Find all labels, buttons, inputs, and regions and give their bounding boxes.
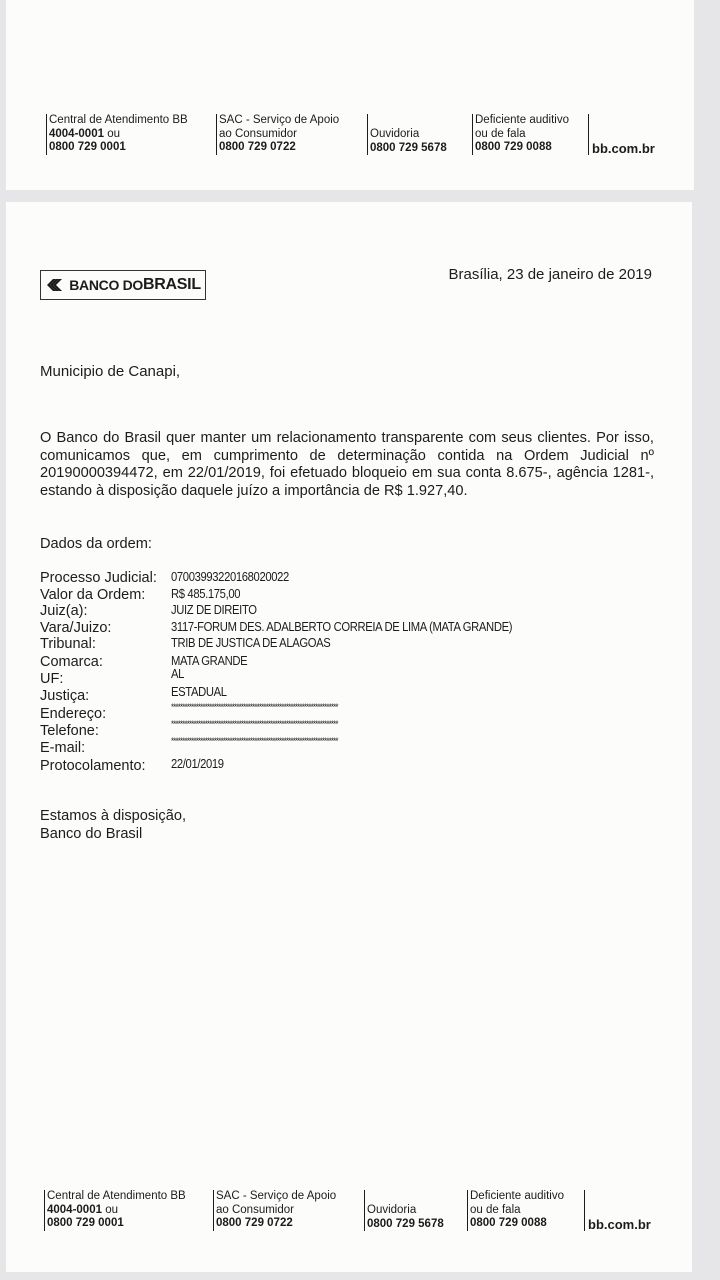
closing-line-1: Estamos à disposição,	[40, 808, 187, 824]
detail-label: E-mail:	[40, 740, 86, 756]
detail-label: Vara/Juizo:	[40, 620, 112, 636]
footer-sac	[216, 114, 339, 155]
footer-central-phone1: 4004-0001	[47, 1203, 102, 1216]
letter-closing	[40, 808, 186, 843]
footer-ouvidoria-label: Ouvidoria	[370, 128, 420, 140]
detail-label: UF:	[40, 671, 64, 687]
detail-label: Valor da Ordem:	[40, 587, 146, 603]
detail-processo	[40, 570, 640, 587]
detail-uf	[40, 667, 640, 688]
detail-telefone	[40, 719, 640, 740]
detail-value: TRIB DE JUSTICA DE ALAGOAS	[171, 636, 331, 650]
detail-label: Processo Judicial:	[40, 570, 157, 586]
footer-sac	[213, 1190, 336, 1231]
logo-text-big: BRASIL	[143, 276, 201, 293]
detail-protocolamento	[40, 758, 640, 775]
detail-label: Endereço:	[40, 706, 107, 722]
footer-deficiente-phone: 0800 729 0088	[470, 1217, 547, 1229]
detail-justica	[40, 685, 640, 705]
detail-label: Telefone:	[40, 723, 99, 739]
detail-value: AL	[171, 667, 185, 681]
detail-value-masked: **************************************************************************	[171, 719, 338, 729]
previous-page-footer-sheet	[6, 0, 694, 190]
detail-value-masked: **************************************************************************	[171, 736, 338, 746]
detail-value: ESTADUAL	[171, 685, 227, 699]
detail-label: Juiz(a):	[40, 603, 88, 619]
order-details-title: Dados da ordem:	[40, 536, 152, 552]
footer-ouvidoria-phone: 0800 729 5678	[370, 141, 447, 154]
footer-central-phone1: 4004-0001	[49, 127, 104, 140]
bb-logo-icon	[45, 277, 65, 293]
footer-central-atendimento	[44, 1190, 186, 1231]
footer-contacts-top	[6, 0, 694, 190]
detail-email	[40, 736, 640, 757]
detail-value: R$ 485.175,00	[171, 587, 241, 601]
footer-central-label: Central de Atendimento BB	[49, 114, 188, 126]
footer-central-ou: ou	[102, 1203, 118, 1216]
footer-central-atendimento	[46, 114, 188, 155]
footer-sac-label: SAC - Serviço de Apoio	[216, 1190, 337, 1202]
detail-value: MATA GRANDE	[171, 654, 248, 668]
detail-endereco	[40, 702, 640, 723]
footer-sac-phone: 0800 729 0722	[219, 141, 296, 153]
detail-vara	[40, 620, 640, 637]
footer-deficiente	[467, 1190, 564, 1231]
footer-site-link[interactable]: bb.com.br	[584, 1190, 651, 1231]
footer-deficiente-phone: 0800 729 0088	[475, 141, 552, 153]
footer-sac-label2: ao Consumidor	[216, 1203, 294, 1216]
detail-comarca	[40, 654, 640, 671]
closing-line-2: Banco do Brasil	[40, 825, 143, 842]
detail-value: 07003993220168020022	[171, 570, 289, 584]
footer-ouvidoria-label: Ouvidoria	[367, 1204, 417, 1216]
detail-value: 3117-FORUM DES. ADALBERTO CORREIA DE LIMA (MATA GRANDE)	[171, 620, 513, 634]
footer-deficiente-label2: ou de fala	[475, 127, 526, 140]
letter-salutation: Municipio de Canapi,	[40, 363, 181, 380]
footer-deficiente	[472, 114, 569, 155]
footer-central-ou: ou	[104, 127, 120, 140]
footer-sac-label: SAC - Serviço de Apoio	[219, 114, 340, 126]
detail-valor	[40, 587, 640, 604]
letter-date: Brasília, 23 de janeiro de 2019	[448, 266, 652, 283]
letter-body: O Banco do Brasil quer manter um relacionamento transparente com seus clientes. Por isso, comunicamos que, em cumprimento de determinação contida na Ordem Judicial nº 20190000394472, em 22/01/2019, foi efetuado bloqueio em sua conta 8.675-, agência 1281-, estando à disposição daquele juízo a importância de R$ 1.927,40.	[40, 430, 654, 499]
footer-sac-label2: ao Consumidor	[219, 127, 297, 140]
detail-value: 22/01/2019	[171, 757, 224, 771]
detail-label: Justiça:	[40, 688, 90, 704]
footer-central-label: Central de Atendimento BB	[47, 1190, 186, 1202]
footer-central-phone2: 0800 729 0001	[49, 141, 126, 153]
letter-sheet	[6, 202, 692, 1272]
detail-label: Protocolamento:	[40, 758, 146, 774]
detail-value: JUIZ DE DIREITO	[171, 603, 257, 617]
footer-deficiente-label: Deficiente auditivo	[475, 114, 569, 126]
footer-ouvidoria-phone: 0800 729 5678	[367, 1217, 444, 1230]
detail-tribunal	[40, 636, 640, 653]
detail-label: Comarca:	[40, 654, 103, 670]
footer-sac-phone: 0800 729 0722	[216, 1217, 293, 1229]
detail-juiz	[40, 603, 640, 620]
logo-text-prefix: BANCO DO	[69, 277, 144, 293]
footer-central-phone2: 0800 729 0001	[47, 1217, 124, 1229]
footer-site-link[interactable]: bb.com.br	[588, 114, 655, 155]
footer-ouvidoria	[364, 1190, 444, 1231]
detail-label: Tribunal:	[40, 636, 96, 652]
banco-do-brasil-logo	[40, 270, 206, 300]
footer-deficiente-label2: ou de fala	[470, 1203, 521, 1216]
footer-deficiente-label: Deficiente auditivo	[470, 1190, 564, 1202]
footer-contacts-bottom	[6, 1182, 692, 1242]
detail-value-masked: **************************************************************************	[171, 702, 338, 712]
footer-ouvidoria	[367, 114, 447, 155]
